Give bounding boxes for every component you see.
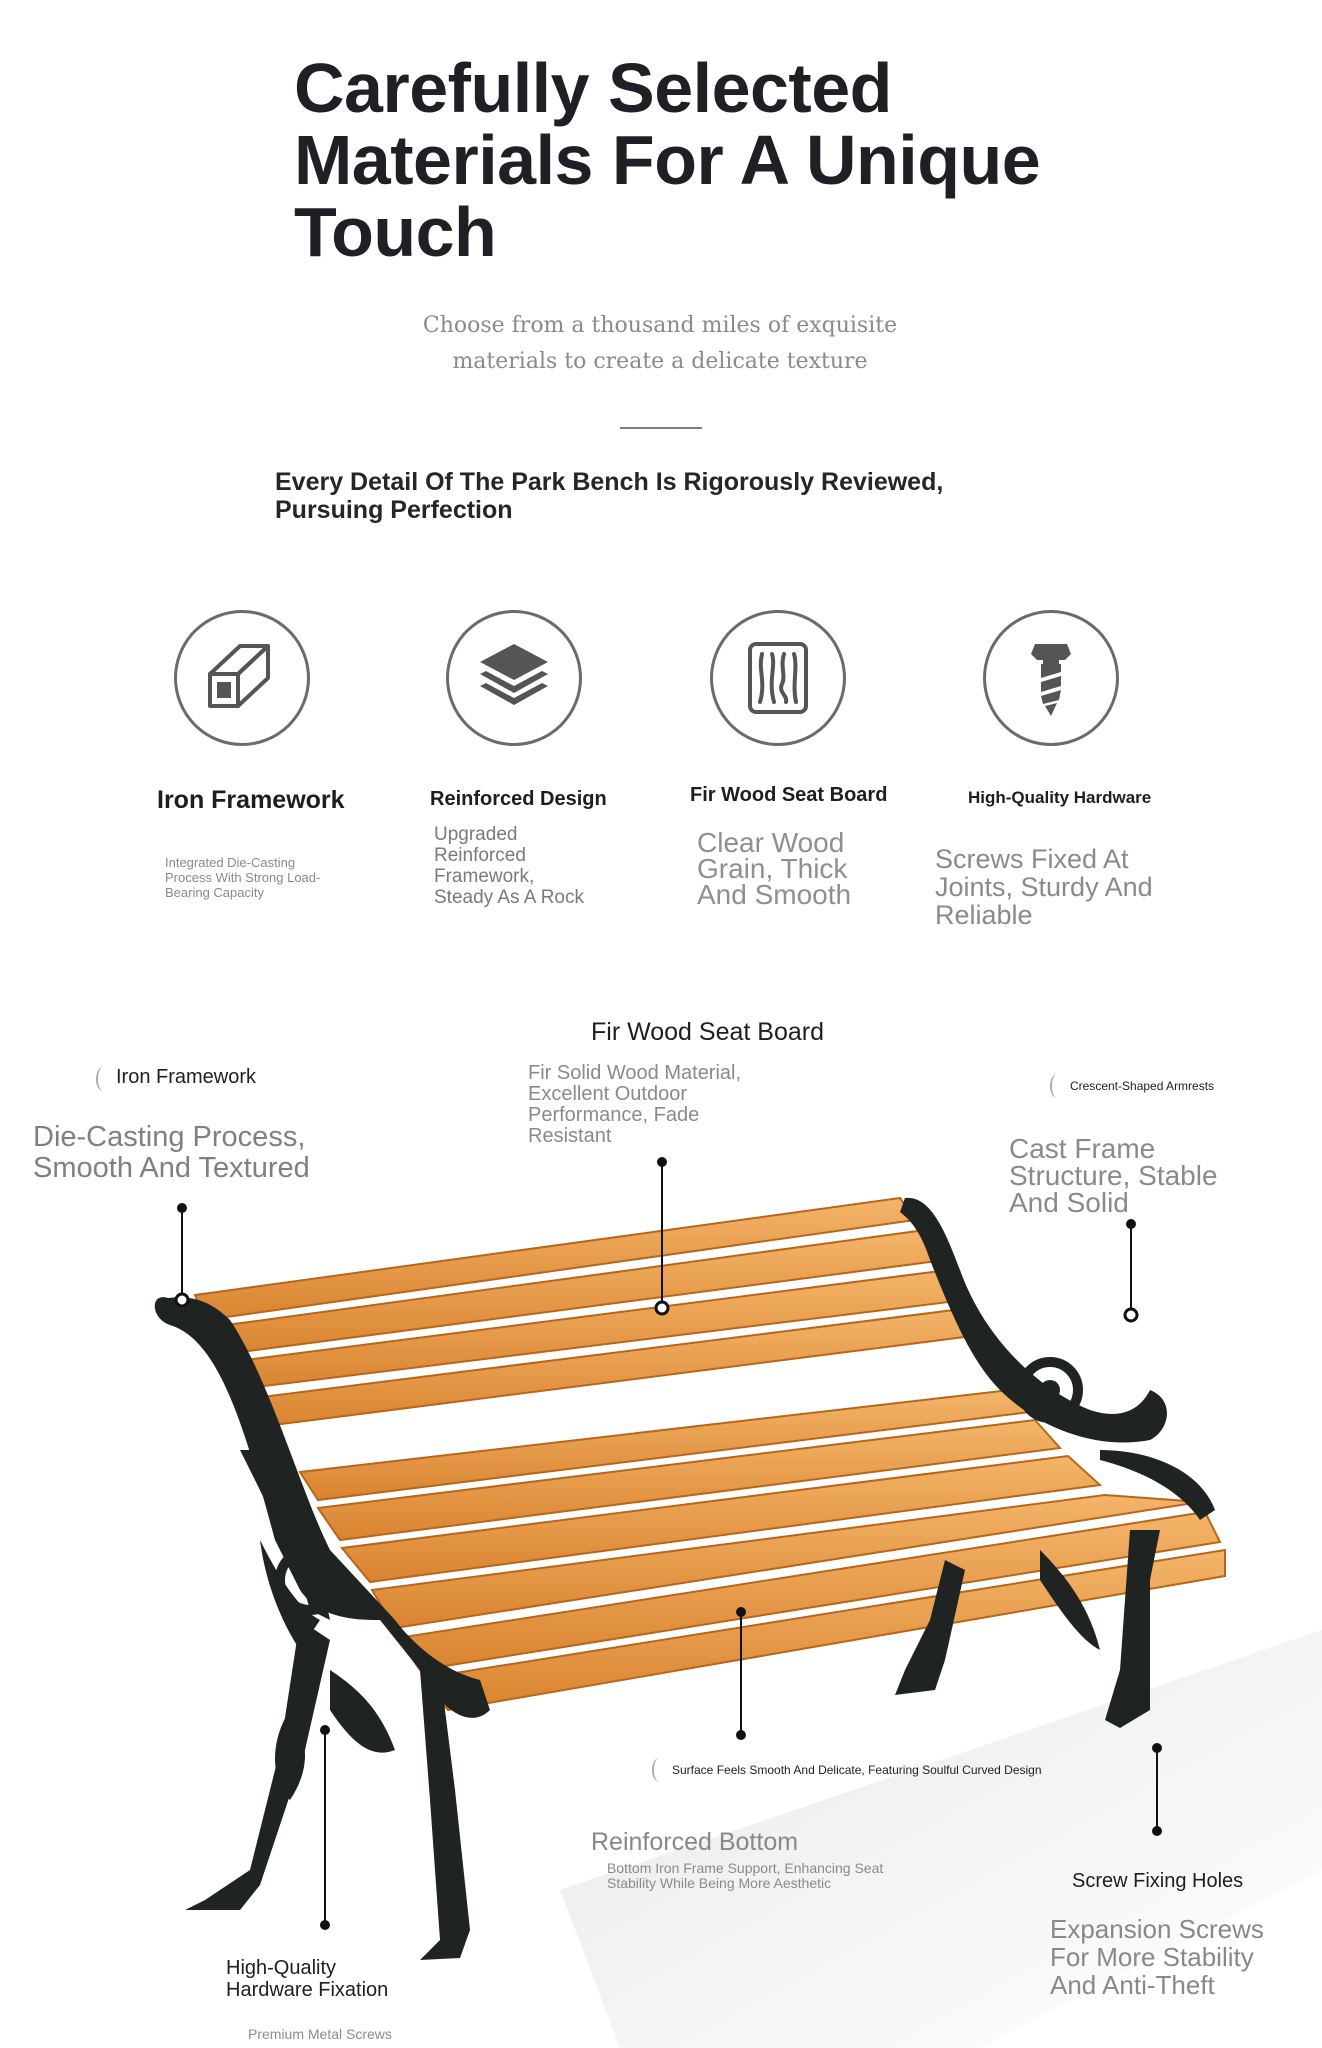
- callout-title-screw-holes: Screw Fixing Holes: [1072, 1870, 1244, 1892]
- feature-title-reinforced-design: Reinforced Design: [430, 788, 607, 810]
- wood-grain-icon: [710, 610, 846, 746]
- callout-desc-armrests: Cast Frame Structure, Stable And Solid: [1009, 1133, 1218, 1218]
- callout-title-bottom: Reinforced Bottom: [591, 1828, 799, 1856]
- feature-title-hardware: High-Quality Hardware: [968, 788, 1152, 807]
- page-title: Carefully Selected Materials For A Unique Touch: [294, 49, 1041, 271]
- callout-desc-iron-framework: Die-Casting Process, Smooth And Textured: [33, 1121, 310, 1184]
- screw-icon: [983, 610, 1119, 746]
- callout-desc-screw-holes: Expansion Screws For More Stability And Anti-Theft: [1050, 1914, 1264, 2000]
- callout-title: Iron Framework: [116, 1066, 257, 1088]
- callout-title-hardware: High-Quality Hardware Fixation: [226, 1957, 389, 2001]
- callout-armrests: [1050, 1074, 1214, 1098]
- callout-surface: [652, 1758, 1042, 1782]
- arc-decoration: [652, 1758, 666, 1782]
- feature-desc-reinforced-design: Upgraded Reinforced Framework, Steady As A Rock: [434, 824, 584, 908]
- arc-decoration: [1050, 1074, 1064, 1098]
- page-subtitle: [380, 308, 940, 380]
- callout-title: Surface Feels Smooth And Delicate, Featuring Soulful Curved Design: [672, 1763, 1042, 1778]
- section-heading: Every Detail Of The Park Bench Is Rigorously Reviewed, Pursuing Perfection: [275, 468, 944, 524]
- subtitle-line-2: materials to create a delicate texture: [452, 349, 868, 374]
- callout-desc-hardware: Premium Metal Screws: [248, 2026, 392, 2042]
- callout-title-seat-board: Fir Wood Seat Board: [591, 1018, 824, 1046]
- callout-desc-bottom: Bottom Iron Frame Support, Enhancing Seat Stability While Being More Aesthetic: [607, 1860, 884, 1891]
- subtitle-line-1: Choose from a thousand miles of exquisite: [422, 313, 898, 338]
- feature-desc-hardware: Screws Fixed At Joints, Sturdy And Reliable: [935, 844, 1153, 930]
- backrest-slats: [195, 1198, 980, 1428]
- feature-title-fir-wood: Fir Wood Seat Board: [690, 784, 888, 806]
- divider: [620, 427, 702, 429]
- callout-iron-framework: [96, 1066, 256, 1091]
- feature-title-iron-framework: Iron Framework: [157, 786, 345, 814]
- iron-beam-icon: [174, 610, 310, 746]
- callout-title: Crescent-Shaped Armrests: [1070, 1079, 1215, 1094]
- callout-desc-seat-board: Fir Solid Wood Material, Excellent Outdoor Performance, Fade Resistant: [528, 1062, 742, 1147]
- layers-icon: [446, 610, 582, 746]
- feature-desc-fir-wood: Clear Wood Grain, Thick And Smooth: [697, 827, 852, 910]
- feature-desc-iron-framework: Integrated Die-Casting Process With Strong Load-Bearing Capacity: [165, 855, 321, 900]
- arc-decoration: [96, 1067, 110, 1091]
